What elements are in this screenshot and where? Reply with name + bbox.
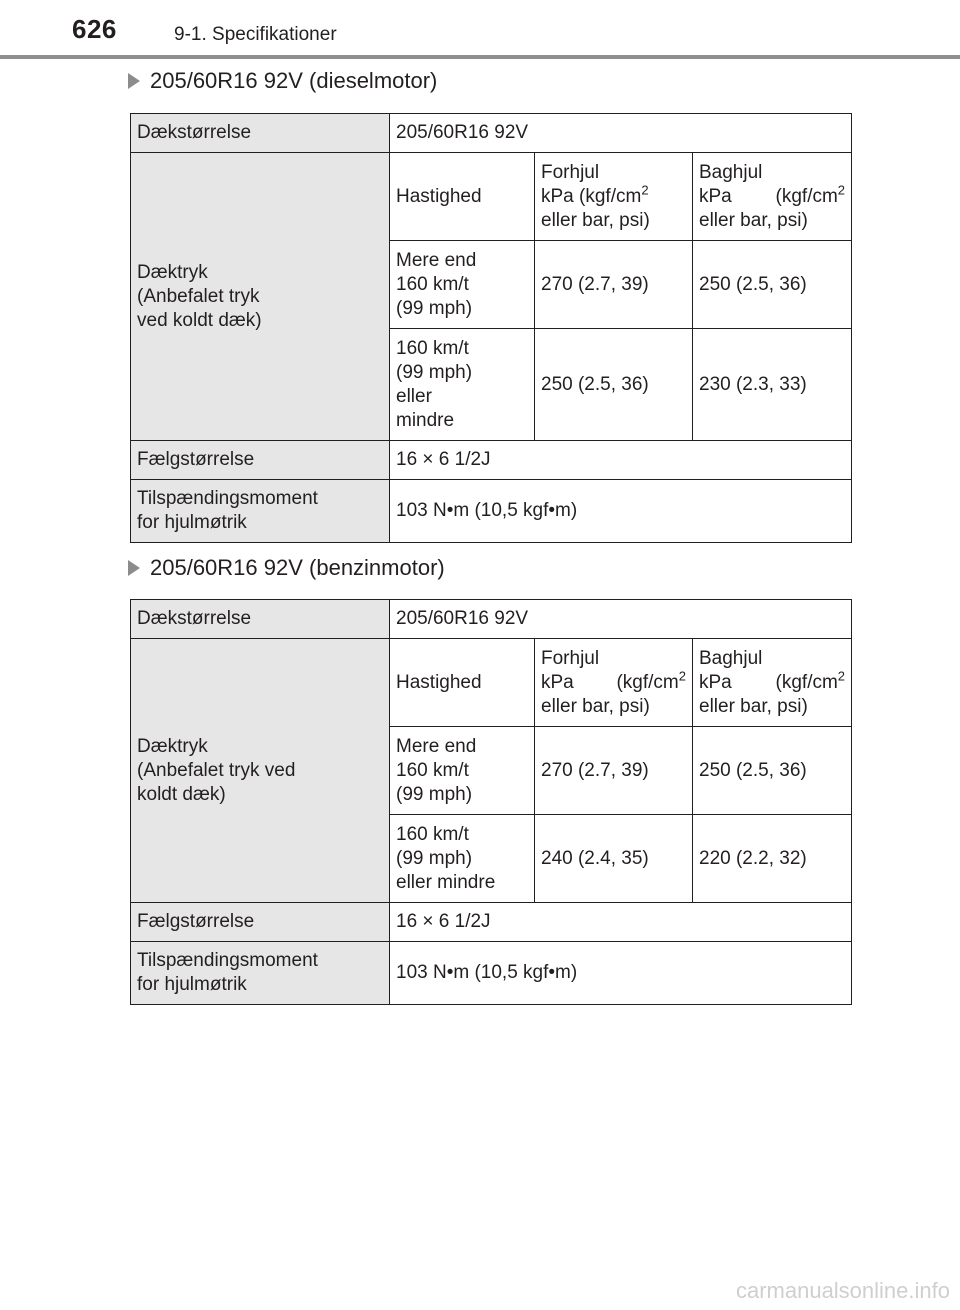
pressure-label-line: (Anbefalet tryk	[137, 285, 260, 307]
rear-header-kpa: kPa	[699, 671, 732, 693]
torque-label	[131, 480, 390, 543]
pressure-label	[131, 639, 390, 903]
front-header	[535, 153, 693, 241]
torque-value: 103 N•m (10,5 kgf•m)	[390, 480, 852, 543]
speed-line: Mere end	[396, 249, 477, 271]
torque-label	[131, 942, 390, 1005]
front-header-line: eller bar, psi)	[541, 209, 650, 231]
tire-size-value: 205/60R16 92V	[390, 114, 852, 153]
pressure-label-line: (Anbefalet tryk ved	[137, 759, 296, 781]
superscript: 2	[641, 182, 649, 198]
rear-value: 230 (2.3, 33)	[693, 329, 852, 441]
rear-header-unit: ($kgf/cm^2$	[775, 668, 846, 693]
header-divider	[0, 55, 960, 59]
pressure-label	[131, 153, 390, 441]
rear-header-line: eller bar, psi)	[699, 209, 808, 231]
torque-value: 103 N•m (10,5 kgf•m)	[390, 942, 852, 1005]
speed-line: (99 mph)	[396, 297, 473, 319]
page-number: 626	[72, 14, 117, 44]
front-header	[535, 639, 693, 727]
rear-header	[693, 153, 852, 241]
table-row	[131, 600, 852, 639]
table-row	[131, 153, 852, 241]
speed-line: (99 mph)	[396, 783, 473, 805]
speed-line: 160 km/t	[396, 273, 469, 295]
triangle-bullet-icon	[128, 560, 140, 576]
rear-header-line: eller bar, psi)	[699, 695, 808, 717]
front-header-line: Forhjul	[541, 161, 600, 183]
torque-label-line: Tilspændingsmoment	[137, 488, 318, 509]
speed-line: (99 mph)	[396, 847, 473, 869]
petrol-heading	[128, 555, 445, 581]
front-value: 250 (2.5, 36)	[535, 329, 693, 441]
table-row	[131, 903, 852, 942]
torque-label-line: Tilspændingsmoment	[137, 950, 318, 971]
diesel-heading-text: 205/60R16 92V (dieselmotor)	[150, 68, 438, 93]
table-row	[131, 114, 852, 153]
superscript: 2	[837, 668, 846, 684]
rim-size-value: 16 × 6 1/2J	[390, 903, 852, 942]
table-row	[131, 639, 852, 727]
diesel-spec-table	[130, 113, 852, 543]
speed-cell	[390, 241, 535, 329]
superscript: 2	[678, 668, 686, 684]
torque-label-line: for hjulmøtrik	[137, 512, 247, 533]
front-header-line	[541, 668, 686, 695]
front-value: 270 (2.7, 39)	[535, 241, 693, 329]
table-row	[131, 480, 852, 543]
speed-cell	[390, 727, 535, 815]
triangle-bullet-icon	[128, 73, 140, 89]
rear-value: 220 (2.2, 32)	[693, 815, 852, 903]
speed-header: Hastighed	[390, 153, 535, 241]
rear-value: 250 (2.5, 36)	[693, 727, 852, 815]
tire-size-value: 205/60R16 92V	[390, 600, 852, 639]
speed-line: 160 km/t	[396, 759, 469, 781]
rim-size-value: 16 × 6 1/2J	[390, 441, 852, 480]
speed-line: 160 km/t	[396, 337, 469, 359]
pressure-label-line: ved koldt dæk)	[137, 309, 262, 331]
torque-label-line: for hjulmøtrik	[137, 974, 247, 995]
watermark: carmanualsonline.info	[735, 1278, 950, 1303]
speed-line: 160 km/t	[396, 823, 469, 845]
rear-header-unit: ($kgf/cm^2$	[775, 182, 846, 207]
section-title: 9-1. Specifikationer	[174, 24, 337, 45]
front-header-line: eller bar, psi)	[541, 695, 650, 717]
rear-header-line	[699, 182, 846, 209]
rim-size-label: Fælgstørrelse	[131, 441, 390, 480]
front-header-unit: kPa (kgf/cm	[541, 185, 642, 207]
speed-header: Hastighed	[390, 639, 535, 727]
front-value: 270 (2.7, 39)	[535, 727, 693, 815]
diesel-heading	[128, 68, 437, 94]
speed-line: Mere end	[396, 735, 477, 757]
page-header	[0, 0, 960, 60]
rear-header-line	[699, 668, 846, 695]
speed-line: mindre	[396, 409, 455, 431]
front-header-line	[541, 182, 686, 209]
speed-line: (99 mph)	[396, 361, 473, 383]
rear-value: 250 (2.5, 36)	[693, 241, 852, 329]
speed-line: eller	[396, 385, 432, 407]
front-header-unit: ($kgf/cm^2$	[616, 668, 686, 693]
pressure-label-line: koldt dæk)	[137, 783, 226, 805]
tire-size-label: Dækstørrelse	[131, 114, 390, 153]
rim-size-label: Fælgstørrelse	[131, 903, 390, 942]
superscript: 2	[837, 182, 846, 198]
pressure-label-line: Dæktryk	[137, 261, 208, 283]
front-value: 240 (2.4, 35)	[535, 815, 693, 903]
petrol-heading-text: 205/60R16 92V (benzinmotor)	[150, 555, 445, 580]
rear-header	[693, 639, 852, 727]
front-header-line: Forhjul	[541, 647, 600, 669]
front-header-kpa: kPa	[541, 671, 574, 693]
pressure-label-line: Dæktryk	[137, 735, 208, 757]
table-row	[131, 441, 852, 480]
petrol-spec-table	[130, 599, 852, 1005]
table-row	[131, 942, 852, 1005]
speed-line: eller mindre	[396, 871, 496, 893]
speed-cell	[390, 329, 535, 441]
speed-cell	[390, 815, 535, 903]
rear-header-kpa: kPa	[699, 185, 732, 207]
rear-header-line: Baghjul	[699, 161, 763, 183]
rear-header-line: Baghjul	[699, 647, 763, 669]
tire-size-label: Dækstørrelse	[131, 600, 390, 639]
